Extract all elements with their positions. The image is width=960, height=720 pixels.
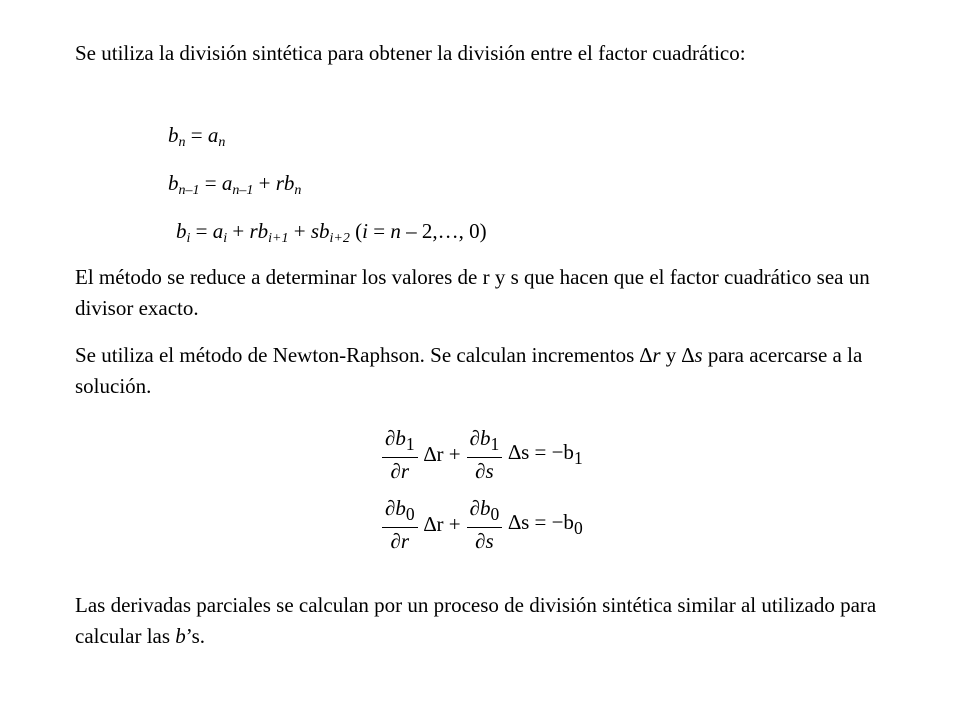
- eq3-b: b: [176, 219, 187, 243]
- eq2-a-sub: n–1: [232, 183, 254, 198]
- para4-b: b: [175, 624, 186, 648]
- eq2-b: b: [168, 171, 179, 195]
- delta-s: ∆s: [681, 343, 703, 367]
- para4-text-a: Las derivadas parciales se calculan por un proceso de división sintética similar al utilizado para calcular las: [75, 593, 877, 648]
- para3-text-b: y: [660, 343, 682, 367]
- fe2-rhs: [508, 510, 582, 539]
- method-paragraph: El método se reduce a determinar los valores de r y s que hacen que el factor cuadrático sea un divisor exacto.: [75, 265, 870, 320]
- intro-paragraph: Se utiliza la división sintética para obtener la división entre el factor cuadrático:: [75, 41, 746, 65]
- eq3-b-sub: i: [186, 231, 191, 246]
- conclusion-paragraph: [75, 590, 905, 652]
- eq3-plus2: +: [288, 219, 311, 243]
- para3-text-a: Se utiliza el método de Newton-Raphson. Se calculan incrementos: [75, 343, 640, 367]
- partial-derivative-equation-1: [380, 425, 587, 484]
- fe1-den1: ∂r: [390, 459, 410, 484]
- eq3-i: i: [362, 219, 368, 243]
- para4-text-b: ’s.: [185, 624, 206, 648]
- newton-raphson-paragraph: [75, 340, 905, 402]
- fe1-rhs-sub: 1: [573, 448, 583, 469]
- fe1-num2-sub: 1: [490, 434, 500, 455]
- fe1-mid1: ∆r +: [423, 442, 461, 467]
- eq2-a: a: [221, 171, 233, 195]
- equation-bn-minus-1: [168, 170, 301, 196]
- eq3-sb-sub: i+2: [329, 231, 350, 246]
- eq3-sb: sb: [310, 219, 330, 243]
- eq3-paren: (: [349, 219, 363, 243]
- para3-text-c: para acercarse a la solución.: [75, 343, 863, 398]
- fe2-mid1: ∆r +: [423, 512, 461, 537]
- eq3-rest: – 2,…, 0): [400, 219, 487, 243]
- fraction-db0-ds: [467, 495, 503, 554]
- eq1-b: b: [168, 123, 179, 147]
- eq1-equals: =: [185, 123, 208, 147]
- eq3-a: a: [212, 219, 224, 243]
- fe2-mid2: ∆s = −b: [508, 510, 574, 534]
- eq2-b-sub: n–1: [178, 183, 200, 198]
- fe2-num1-sub: 0: [405, 504, 415, 525]
- eq3-equals: =: [190, 219, 213, 243]
- fe1-num1: ∂b: [385, 426, 406, 450]
- fe1-den2: ∂s: [475, 459, 494, 484]
- fe1-num2: ∂b: [469, 426, 491, 450]
- eq3-rb: rb: [249, 219, 269, 243]
- eq1-a: a: [207, 123, 219, 147]
- fraction-db1-ds: [467, 425, 503, 484]
- fe2-rhs-sub: 0: [573, 518, 583, 539]
- eq3-n: n: [390, 219, 401, 243]
- eq3-rb-sub: i+1: [268, 231, 289, 246]
- fe1-mid2: ∆s = −b: [508, 440, 574, 464]
- eq1-a-sub: n: [218, 135, 226, 150]
- fe1-rhs: [508, 440, 582, 469]
- eq3-a-sub: i: [223, 231, 228, 246]
- fe2-den1: ∂r: [390, 529, 410, 554]
- equation-bi: [176, 218, 487, 244]
- eq2-plus: +: [253, 171, 276, 195]
- fe2-den2: ∂s: [475, 529, 494, 554]
- equation-bn: [168, 122, 225, 148]
- fe2-num1: ∂b: [385, 496, 406, 520]
- eq2-rb-sub: n: [294, 183, 302, 198]
- eq2-equals: =: [199, 171, 222, 195]
- partial-derivative-equation-0: [380, 495, 587, 554]
- eq3-plus1: +: [227, 219, 250, 243]
- fe2-num2: ∂b: [469, 496, 491, 520]
- eq1-b-sub: n: [178, 135, 186, 150]
- delta-r: ∆r: [639, 343, 661, 367]
- eq3-cond: =: [367, 219, 391, 243]
- fe2-num2-sub: 0: [490, 504, 500, 525]
- fraction-db1-dr: [382, 425, 418, 484]
- eq2-rb: rb: [275, 171, 295, 195]
- fe1-num1-sub: 1: [405, 434, 415, 455]
- fraction-db0-dr: [382, 495, 418, 554]
